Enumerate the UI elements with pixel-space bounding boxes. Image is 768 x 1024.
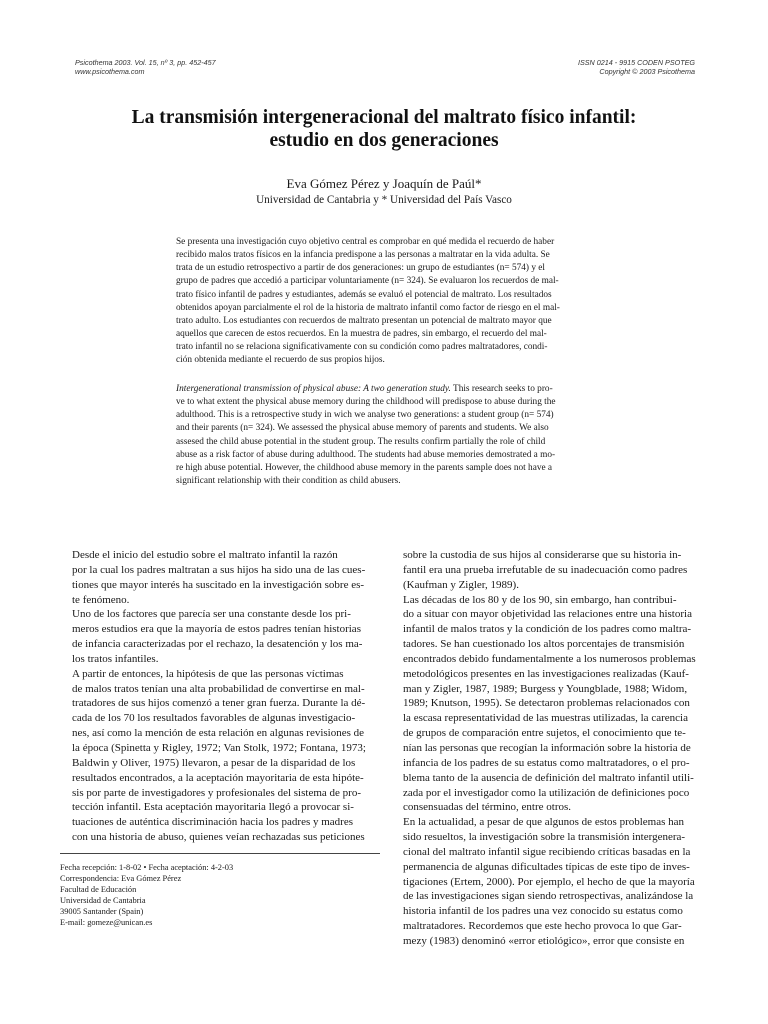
abstract-line: grupo de padres que accedió a participar voluntariamente (n= 324). Se evaluaron los recuerdos de mal- xyxy=(176,276,559,287)
body-line: zada por el investigador como la utilización de definiciones poco xyxy=(403,786,690,799)
body-line: cional del maltrato infantil sigue recibiendo críticas basadas en la xyxy=(403,845,691,858)
footnote-line: 39005 Santander (Spain) xyxy=(60,907,144,917)
abstract-line: assesed the child abuse potential in the student group. The results confirm partially the role of child xyxy=(176,436,546,447)
body-line: A partir de entonces, la hipótesis de que las personas víctimas xyxy=(72,667,344,680)
affiliation: Universidad de Cantabria y * Universidad del País Vasco xyxy=(256,194,512,206)
body-column-right xyxy=(403,548,713,949)
body-line: tiones que mayor interés ha suscitado en la investigación sobre es- xyxy=(72,578,365,591)
body-line: consensuadas del término, entre otros. xyxy=(403,801,572,814)
body-line: Las décadas de los 80 y de los 90, sin embargo, han contribui- xyxy=(403,593,677,606)
body-line: tuaciones de auténtica discriminación hacia los padres y madres xyxy=(72,816,354,829)
abstract-line: trato adulto. Los estudiantes con recuerdos de maltrato presentan un potencial de maltrato mayor que xyxy=(176,315,552,326)
abstract-line: Se presenta una investigación cuyo objetivo central es comprobar en qué medida el recuerdo de haber xyxy=(176,237,555,247)
body-line: la época (Spinetta y Rigley, 1972; Van Stolk, 1972; Fontana, 1973; xyxy=(72,741,366,754)
abstract-line: trata de un estudio retrospectivo a partir de dos generaciones: un grupo de estudiantes (n= 574) y el xyxy=(176,263,545,274)
body-line: nían las personas que recogían la información sobre la historia de xyxy=(403,741,691,754)
body-line: maltratadores. Recordemos que este hecho provoca lo que Gar- xyxy=(403,920,682,933)
abstract-line: ve to what extent the physical abuse memory during the childhood will predispose to abuse during the xyxy=(176,397,556,408)
body-line: tección infantil. Esta aceptación mayoritaria llegó a provocar si- xyxy=(72,801,354,814)
body-line: de las investigaciones sigan siendo retrospectivas, analizándose la xyxy=(403,890,694,903)
body-line: encontrados debido fundamentalmente a los numerosos problemas xyxy=(403,652,696,665)
body-line: sido resueltos, la investigación sobre la transmisión intergenera- xyxy=(403,831,686,844)
body-line: tadores. Se han cuestionado los altos porcentajes de transmisión xyxy=(403,638,685,651)
body-line: tigaciones (Ertem, 2000). Por ejemplo, el hecho de que la mayoría xyxy=(403,875,695,888)
body-line: Uno de los factores que parecía ser una constante desde los pri- xyxy=(72,608,351,621)
body-line: Desde el inicio del estudio sobre el maltrato infantil la razón xyxy=(72,549,338,561)
body-line: fantil era una prueba irrefutable de su inadecuación como padres xyxy=(403,563,688,576)
title-line: estudio en dos generaciones xyxy=(269,130,499,151)
body-line: de malos tratos tenían una alta probabilidad de convertirse en mal- xyxy=(72,682,365,695)
body-line: de grupos de comparación entre sujetos, el conocimiento que te- xyxy=(403,727,686,740)
abstract-line: trato físico infantil de padres y estudiantes, además se evaluó el potencial de maltrato. Los resultados xyxy=(176,289,552,300)
body-line: En la actualidad, a pesar de que algunos de estos problemas han xyxy=(403,816,685,829)
body-line: infancia de los padres de su estatus como maltratadores, o el pro- xyxy=(403,756,690,769)
journal-url: www.psicothema.com xyxy=(75,67,145,76)
body-line: infantil de malos tratos y la condición de los padres como maltra- xyxy=(403,623,692,636)
abstract-line xyxy=(176,383,612,396)
body-line: permanencia de algunas dificultades típicas de este tipo de inves- xyxy=(403,860,690,873)
body-line: sobre la custodia de sus hijos al considerarse que su historia in- xyxy=(403,549,682,561)
body-line: sis por parte de investigadores y profesionales del sistema de pro- xyxy=(72,786,361,799)
body-line: resultados encontrados, a la aceptación mayoritaria de esta hipóte- xyxy=(72,771,364,784)
body-line: cada de los 70 los resultados favorables de algunas investigacio- xyxy=(72,712,356,725)
body-line: Baldwin y Oliver, 1975) llevaron, a pesar de la disparidad de los xyxy=(72,756,356,769)
abstract-english xyxy=(176,383,612,488)
footnote-line: E-mail: gomeze@unican.es xyxy=(60,918,153,928)
running-header-left xyxy=(75,58,216,76)
body-line: do a situar con mayor objetividad las relaciones entre una historia xyxy=(403,608,692,621)
footnote-line: Correspondencia: Eva Gómez Pérez xyxy=(60,874,182,884)
footnote xyxy=(60,862,380,929)
abstract-line: adulthood. This is a retrospective study in wich we analyse two generations: a student group (n= 574) xyxy=(176,410,554,421)
english-title: Intergenerational transmission of physical abuse: A two generation study. xyxy=(176,384,451,394)
body-column-left xyxy=(72,548,382,845)
footnote-divider xyxy=(60,853,380,854)
abstract-line: significant relationship with their condition as child abusers. xyxy=(176,476,401,487)
body-line: por la cual los padres maltratan a sus hijos ha sido una de las cues- xyxy=(72,563,366,576)
abstract-line: and their parents (n= 324). We assessed the physical abuse memory of parents and students. We also xyxy=(176,423,549,434)
abstract-line: recibido malos tratos físicos en la infancia predispone a las personas a maltratar en la vida adulta. Se xyxy=(176,250,550,261)
body-line: man y Zigler, 1987, 1989; Burgess y Youngblade, 1988; Widom, xyxy=(403,682,688,695)
authors: Eva Gómez Pérez y Joaquín de Paúl* xyxy=(286,176,482,191)
title-line: La transmisión intergeneracional del maltrato físico infantil: xyxy=(131,107,637,128)
abstract-line: ción obtenida mediante el recuerdo de sus propios hijos. xyxy=(176,355,385,366)
body-line: la escasa representatividad de las muestras utilizadas, la carencia xyxy=(403,712,688,725)
body-line: meros estudios era que la mayoría de estos padres tenían historias xyxy=(72,623,361,636)
body-line: blema tanto de la ausencia de definición del maltrato infantil utili- xyxy=(403,771,694,784)
issn-line: ISSN 0214 - 9915 CODEN PSOTEG xyxy=(577,58,695,67)
abstract-line: abuse as a risk factor of abuse during adulthood. The students had abuse memories demostrated a mo- xyxy=(176,449,556,460)
abstract-line: trato infantil no se relaciona significativamente con su condición como padres maltratadores, condi- xyxy=(176,342,548,353)
abstract-line: re high abuse potential. However, the childhood abuse memory in the parents sample does not have a xyxy=(176,462,553,473)
footnote-line: Universidad de Cantabria xyxy=(60,896,146,906)
footnote-line: Facultad de Educación xyxy=(60,885,137,895)
body-line: de infancia caracterizadas por el rechazo, la desatención y los ma- xyxy=(72,638,363,651)
body-line: tratadores de sus hijos comenzó a tener gran fuerza. Durante la dé- xyxy=(72,697,366,710)
body-line: historia infantil de los padres una vez conocido su estatus como xyxy=(403,905,683,918)
journal-citation: Psicothema 2003. Vol. 15, nº 3, pp. 452-457 xyxy=(75,58,216,67)
abstract-line: aquellos que carecen de estos recuerdos. En la muestra de padres, sin embargo, el recuerdo del mal- xyxy=(176,329,547,340)
body-line: (Kaufman y Zigler, 1989). xyxy=(403,578,519,591)
body-line: metodológicos presentes en las investigaciones realizadas (Kauf- xyxy=(403,667,689,680)
body-line: te fenómeno. xyxy=(72,593,130,606)
body-line: 1989; Knutson, 1995). Se detectaron problemas relacionados con xyxy=(403,697,690,710)
body-line: los tratos infantiles. xyxy=(72,652,159,665)
body-line: mezy (1983) denominó «error etiológico», error que consiste en xyxy=(403,934,685,947)
footnote-line: Fecha recepción: 1-8-02 • Fecha aceptación: 4-2-03 xyxy=(60,863,234,872)
abstract-spanish xyxy=(176,236,612,368)
article-title xyxy=(60,106,708,152)
copyright-line: Copyright © 2003 Psicothema xyxy=(599,67,695,76)
running-header-right xyxy=(578,58,695,76)
body-line: nes, así como la mención de esta relación en algunas revisiones de xyxy=(72,727,365,740)
body-line: con una historia de abuso, quienes veían rechazadas sus peticiones xyxy=(72,831,365,844)
abstract-line: obtenidos apoyan parcialmente el rol de la historia de maltrato infantil como factor de riesgo en el mal- xyxy=(176,302,560,313)
abstract-text: This research seeks to pro- xyxy=(450,384,553,394)
